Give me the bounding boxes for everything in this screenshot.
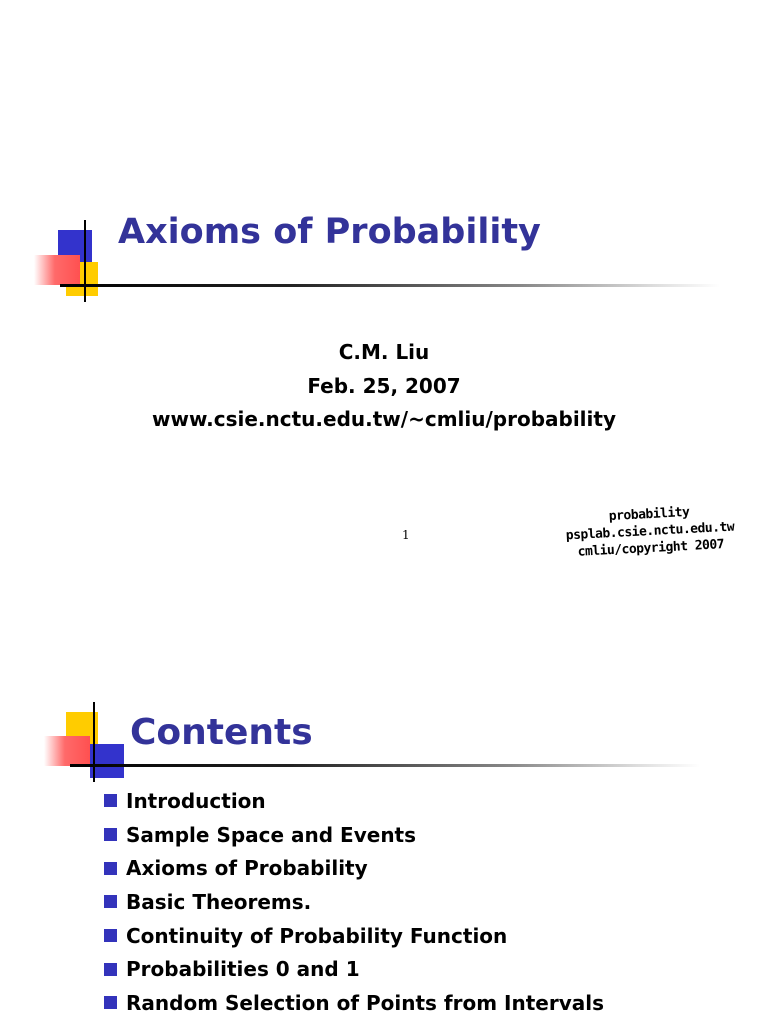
author-name: C.M. Liu <box>338 340 430 364</box>
square-bullet-icon <box>104 794 117 807</box>
list-item: Axioms of Probability <box>104 851 604 885</box>
square-bullet-icon <box>104 895 117 908</box>
list-item: Continuity of Probability Function <box>104 919 604 953</box>
slide-footer <box>559 501 741 561</box>
square-bullet-icon <box>104 929 117 942</box>
list-item: Random Selection of Points from Intervals <box>104 986 604 1020</box>
square-bullet-icon <box>104 963 117 976</box>
footer-line-3: cmliu/copyright 2007 <box>577 537 725 560</box>
list-item: Basic Theorems. <box>104 885 604 919</box>
square-bullet-icon <box>104 828 117 841</box>
footer-line-1: probability <box>608 504 690 525</box>
list-item: Introduction <box>104 784 604 818</box>
page-number: 1 <box>402 528 410 542</box>
course-url: www.csie.nctu.edu.tw/~cmliu/probability <box>152 407 616 431</box>
list-item: Probabilities 0 and 1 <box>104 952 604 986</box>
square-bullet-icon <box>104 862 117 875</box>
author-block <box>0 336 768 437</box>
list-item: Sample Space and Events <box>104 818 604 852</box>
slide-title: Axioms of Probability <box>118 212 541 252</box>
footer-line-2: psplab.csie.nctu.edu.tw <box>565 519 735 544</box>
contents-title: Contents <box>130 712 313 753</box>
contents-list <box>104 784 604 1020</box>
square-bullet-icon <box>104 996 117 1009</box>
presentation-date: Feb. 25, 2007 <box>307 373 461 398</box>
